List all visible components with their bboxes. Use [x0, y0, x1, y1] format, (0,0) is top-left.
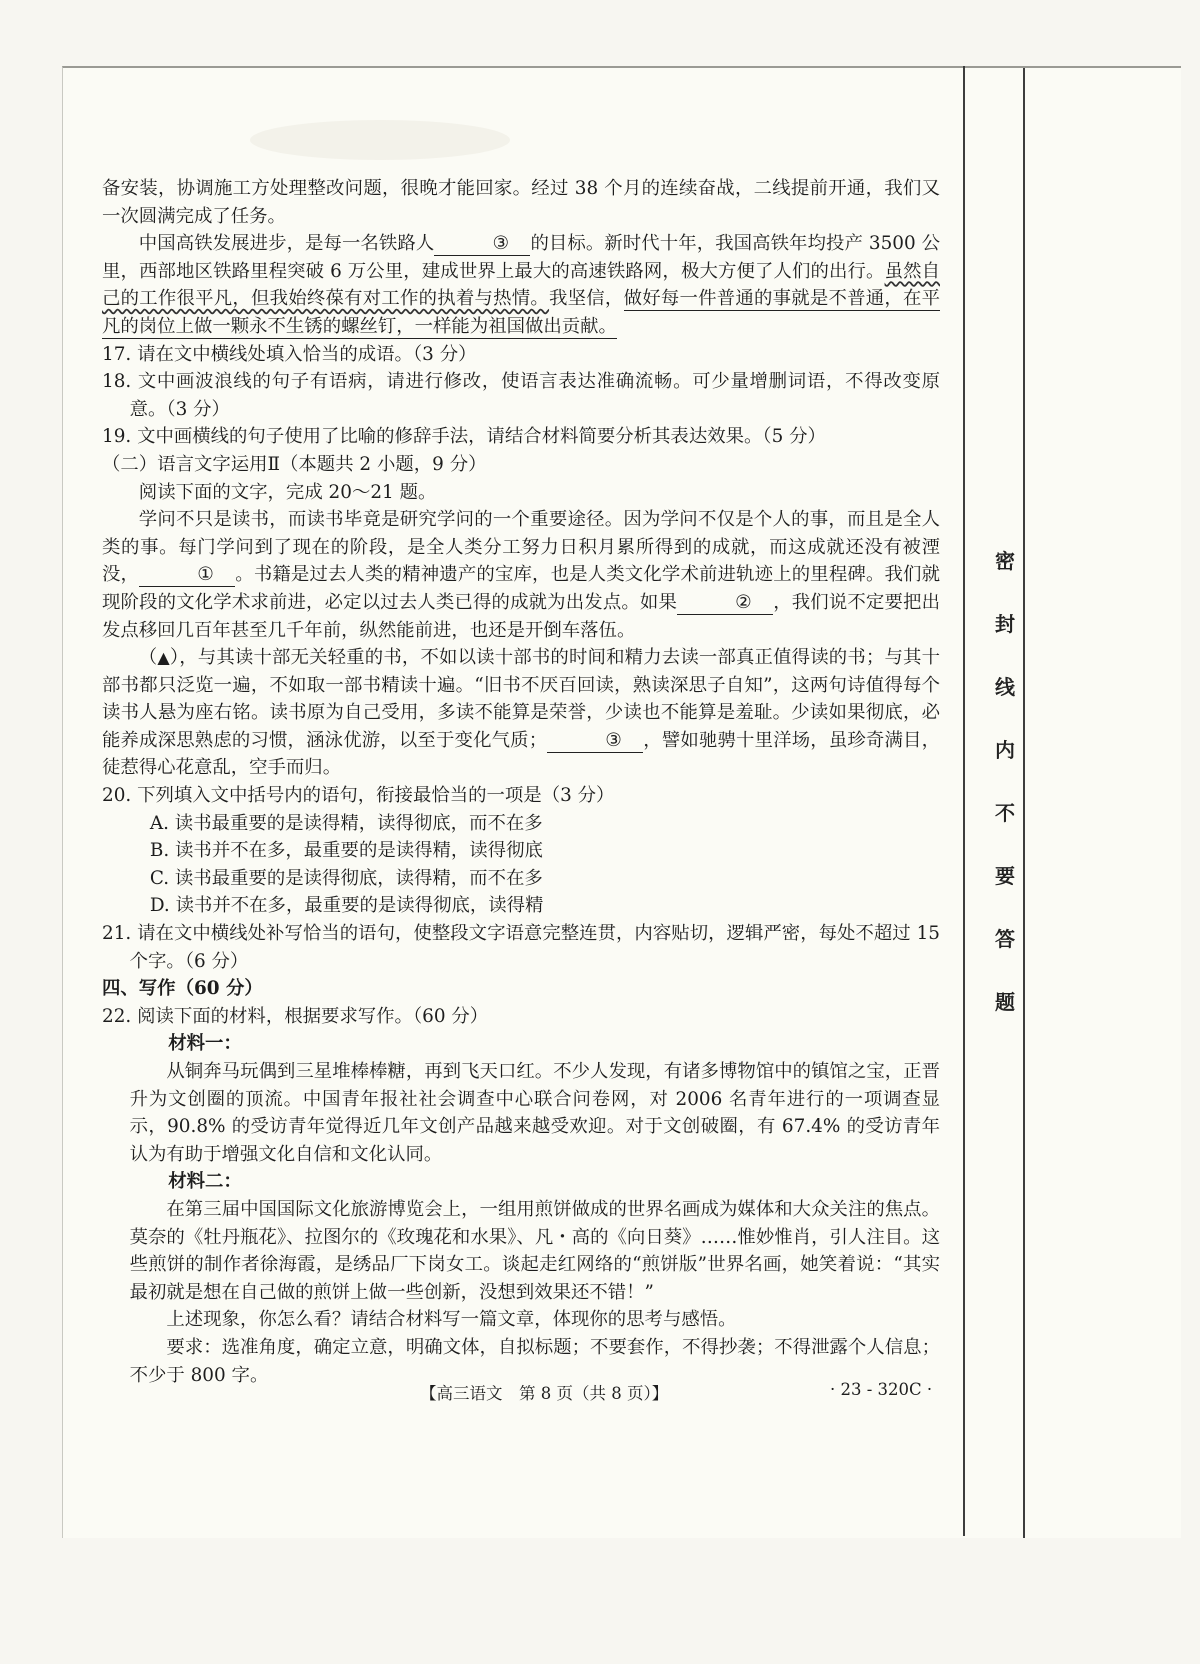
scan-smudge — [250, 120, 510, 160]
seal-char: 题 — [995, 990, 1015, 1014]
passage-end-paragraph: 备安装，协调施工方处理整改问题，很晚才能回家。经过 38 个月的连续奋战，二线提前开通，我们又一次圆满完成了任务。 — [102, 178, 940, 227]
footer-page-info: 【高三语文 第 8 页（共 8 页）】 — [420, 1384, 669, 1403]
seal-char: 不 — [995, 801, 1015, 825]
triangle-marker-icon: ▲ — [157, 648, 170, 668]
text-span: ，譬如驰骋十里洋场，虽珍奇满目，徒惹得心花意乱，空手而归。 — [102, 729, 940, 779]
material-2-title: 材料二： — [168, 1171, 242, 1193]
writing-prompt: 上述现象，你怎么看？请结合材料写一篇文章，体现你的思考与感悟。 — [166, 1309, 737, 1331]
text-span: 中国高铁发展进步，是每一名铁路人 — [138, 233, 435, 255]
section-heading-2: （二）语言文字运用Ⅱ（本题共 2 小题，9 分） — [102, 453, 487, 475]
seal-line-left — [963, 66, 965, 1536]
question-20-option-c: C. 读书最重要的是读得彻底，读得精，而不在多 — [149, 867, 543, 889]
text-span: ，我们说不定要把出发点移回几百年甚至几千年前，纵然能前进，也还是开倒车落伍。 — [102, 591, 940, 641]
page-footer — [0, 1380, 1200, 1410]
answer-blank-1: ① — [139, 564, 235, 587]
passage-2-paragraph-1 — [102, 506, 940, 644]
text-span: 学问不只是读书，而读书毕竟是研究学问的一个重要途径。因为学问不仅是个人的事，而且是全人类的事。每门学问到了现在的阶段，是全人类分工努力日积月累所得到的成就，而这成就还没有被湮没， — [102, 509, 940, 586]
seal-char: 内 — [995, 738, 1015, 762]
exam-content — [102, 175, 940, 1389]
seal-char: 要 — [995, 864, 1015, 888]
question-17: 17. 请在文中横线处填入恰当的成语。（3 分） — [102, 343, 477, 365]
answer-blank-3: ③ — [434, 233, 530, 256]
answer-blank-3: ③ — [547, 730, 643, 753]
answer-blank-2: ② — [677, 592, 773, 615]
seal-text — [975, 545, 1035, 1015]
seal-char: 答 — [995, 927, 1015, 951]
text-span: 。书籍是过去人类的精神遗产的宝库，也是人类文化学术前进轨迹上的里程碑。我们就现阶段的文化学术求前进，必定以过去人类已得的成就为出发点。如果 — [102, 564, 940, 613]
question-22: 22. 阅读下面的材料，根据要求写作。（60 分） — [102, 1005, 489, 1027]
material-1-text: 从铜奔马玩偶到三星堆棒棒糖，再到飞天口红。不少人发现，有诸多博物馆中的镇馆之宝，正晋升为文创圈的顶流。中国青年报社社会调查中心联合问卷网，对 2006 名青年进行的一项调查显示，90.8% 的受访青年觉得近几年文创产品越来越受欢迎。对于文创破圈，有 67.4% 的受访青年认为有助于增强文化自信和文化认同。 — [129, 1061, 940, 1165]
question-18: 18. 文中画波浪线的句子有语病，请进行修改，使语言表达准确流畅。可少量增删词语，不得改变原意。（3 分） — [102, 371, 940, 420]
reading-instruction: 阅读下面的文字，完成 20～21 题。 — [138, 481, 437, 503]
writing-requirements: 要求：选准角度，确定立意，明确文体，自拟标题；不要套作，不得抄袭；不得泄露个人信息；不少于 800 字。 — [129, 1336, 940, 1386]
question-20-option-d: D. 读书并不在多，最重要的是读得彻底，读得精 — [149, 895, 544, 917]
seal-char: 封 — [995, 612, 1015, 636]
question-20-option-a: A. 读书最重要的是读得精，读得彻底，而不在多 — [149, 812, 543, 834]
text-span: （ — [138, 647, 158, 669]
passage-2-paragraph-2 — [102, 644, 940, 782]
seal-char: 线 — [995, 675, 1015, 699]
passage-end-paragraph-2 — [102, 230, 940, 340]
question-19: 19. 文中画横线的句子使用了比喻的修辞手法，请结合材料简要分析其表达效果。（5 分） — [102, 426, 826, 448]
material-2-text: 在第三届中国国际文化旅游博览会上，一组用煎饼做成的世界名画成为媒体和大众关注的焦点。莫奈的《牡丹瓶花》、拉图尔的《玫瑰花和水果》、凡・高的《向日葵》……惟妙惟肖，引人注目。这些煎饼的制作者徐海霞，是绣品厂下岗女工。谈起走红网络的“煎饼版”世界名画，她笑着说：“其实最初就是想在自己做的煎饼上做一些创新，没想到效果还不错！” — [129, 1198, 940, 1303]
section-heading-4: 四、写作（60 分） — [102, 978, 263, 1000]
material-1-title: 材料一： — [168, 1033, 242, 1055]
text-span: ），与其读十部无关轻重的书，不如以读十部书的时间和精力去读一部真正值得读的书；与其十部书都只泛览一遍，不如取一部书精读十遍。“旧书不厌百回读，熟读深思子自知”，这两句诗值得每个读书人悬为座右铭。读书原为自己受用，多读不能算是荣誉，少读也不能算是羞耻。少读如果彻底，必能养成深思熟虑的习惯，涵泳优游，以至于变化气质； — [102, 647, 940, 751]
text-span: 我坚信， — [549, 288, 624, 310]
question-20-stem: 20. 下列填入文中括号内的语句，衔接最恰当的一项是（3 分） — [102, 785, 615, 807]
seal-char: 密 — [995, 549, 1015, 573]
footer-exam-code: · 23 - 320C · — [830, 1380, 933, 1399]
underlined-sentence: 做好每一件普通的事就是不普通，在平凡的岗位上做一颗永不生锈的螺丝钉，一样能为祖国做出贡献。 — [102, 288, 940, 337]
question-21: 21. 请在文中横线处补写恰当的语句，使整段文字语意完整连贯，内容贴切，逻辑严密，每处不超过 15 个字。（6 分） — [102, 923, 940, 972]
text-span: 的目标。新时代十年，我国高铁年均投产 3500 公里，西部地区铁路里程突破 6 万公里，建成世界上最大的高速铁路网，极大方便了人们的出行。 — [102, 233, 940, 282]
question-20-option-b: B. 读书并不在多，最重要的是读得精，读得彻底 — [149, 840, 543, 862]
wavy-underlined-sentence: 虽然自己的工作很平凡，但我始终葆有对工作的执着与热情。 — [102, 260, 940, 310]
